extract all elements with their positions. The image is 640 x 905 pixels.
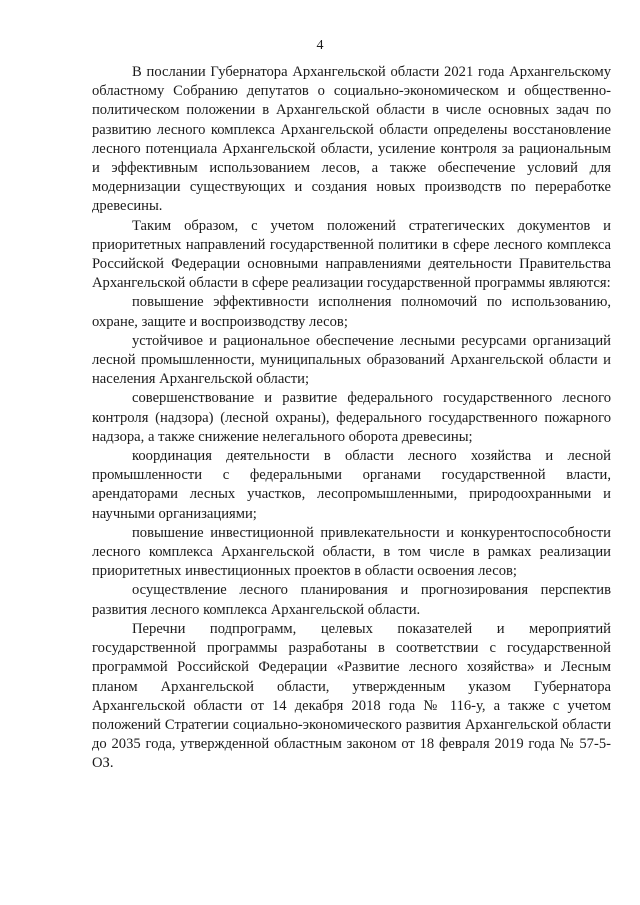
list-item-investment: повышение инвестиционной привлекательности и конкурентоспособности лесного комплекса Архангельской области, в том числе в рамках реализации приоритетных инвестиционных проектов в области освоения лесов; [92,524,611,580]
list-item-efficiency: повышение эффективности исполнения полномочий по использованию, охране, защите и воспроизводству лесов; [92,294,611,330]
list-item-forest-planning: осуществление лесного планирования и прогнозирования перспектив развития лесного комплекса Архангельской области. [92,582,611,618]
list-item-coordination: координация деятельности в области лесного хозяйства и лесной промышленности с федеральными органами государственной власти, арендаторами лесных участков, лесопромышленными, природоохранными и научными организациями; [92,448,611,522]
page-number: 4 [316,38,324,53]
paragraph-main-directions: Таким образом, с учетом положений стратегических документов и приоритетных направлений государственной политики в сфере лесного комплекса Российской Федерации основными направлениями деятельности Правительства Архангельской области в сфере реализации государственной программы являются: [92,217,611,292]
paragraph-subprogram-lists: Перечни подпрограмм, целевых показателей и мероприятий государственной программы разработаны в соответствии с государственной программой Российской Федерации «Развитие лесного хозяйства» и Лесным планом Архангельской области, утвержденным указом Губернатора Архангельской области от 14 декабря 2018 года № 116-у, а также с учетом положений Стратегии социально-экономического развития Архангельской области до 2035 года, утвержденной областным законом от 18 февраля 2019 года № 57-5-ОЗ. [92,620,611,772]
paragraph-governor-address: В послании Губернатора Архангельской области 2021 года Архангельскому областному Собранию депутатов о социально-экономическом и общественно-политическом положении в Архангельской области в числе основных задач по развитию лесного комплекса Архангельской области определены восстановление лесного потенциала Архангельской области, усиление контроля за рациональным и эффективным использованием лесов, а также обеспечение условий для модернизации существующих и создания новых производств по переработке древесины. [92,64,611,215]
document-body [92,63,611,774]
list-item-forest-control: совершенствование и развитие федерального государственного лесного контроля (надзора) (лесной охраны), федерального государственного пожарного надзора, а также снижение нелегального оборота древесины; [92,390,611,445]
list-item-resource-supply: устойчивое и рациональное обеспечение лесными ресурсами организаций лесной промышленности, муниципальных образований Архангельской области и населения Архангельской области; [92,332,611,388]
